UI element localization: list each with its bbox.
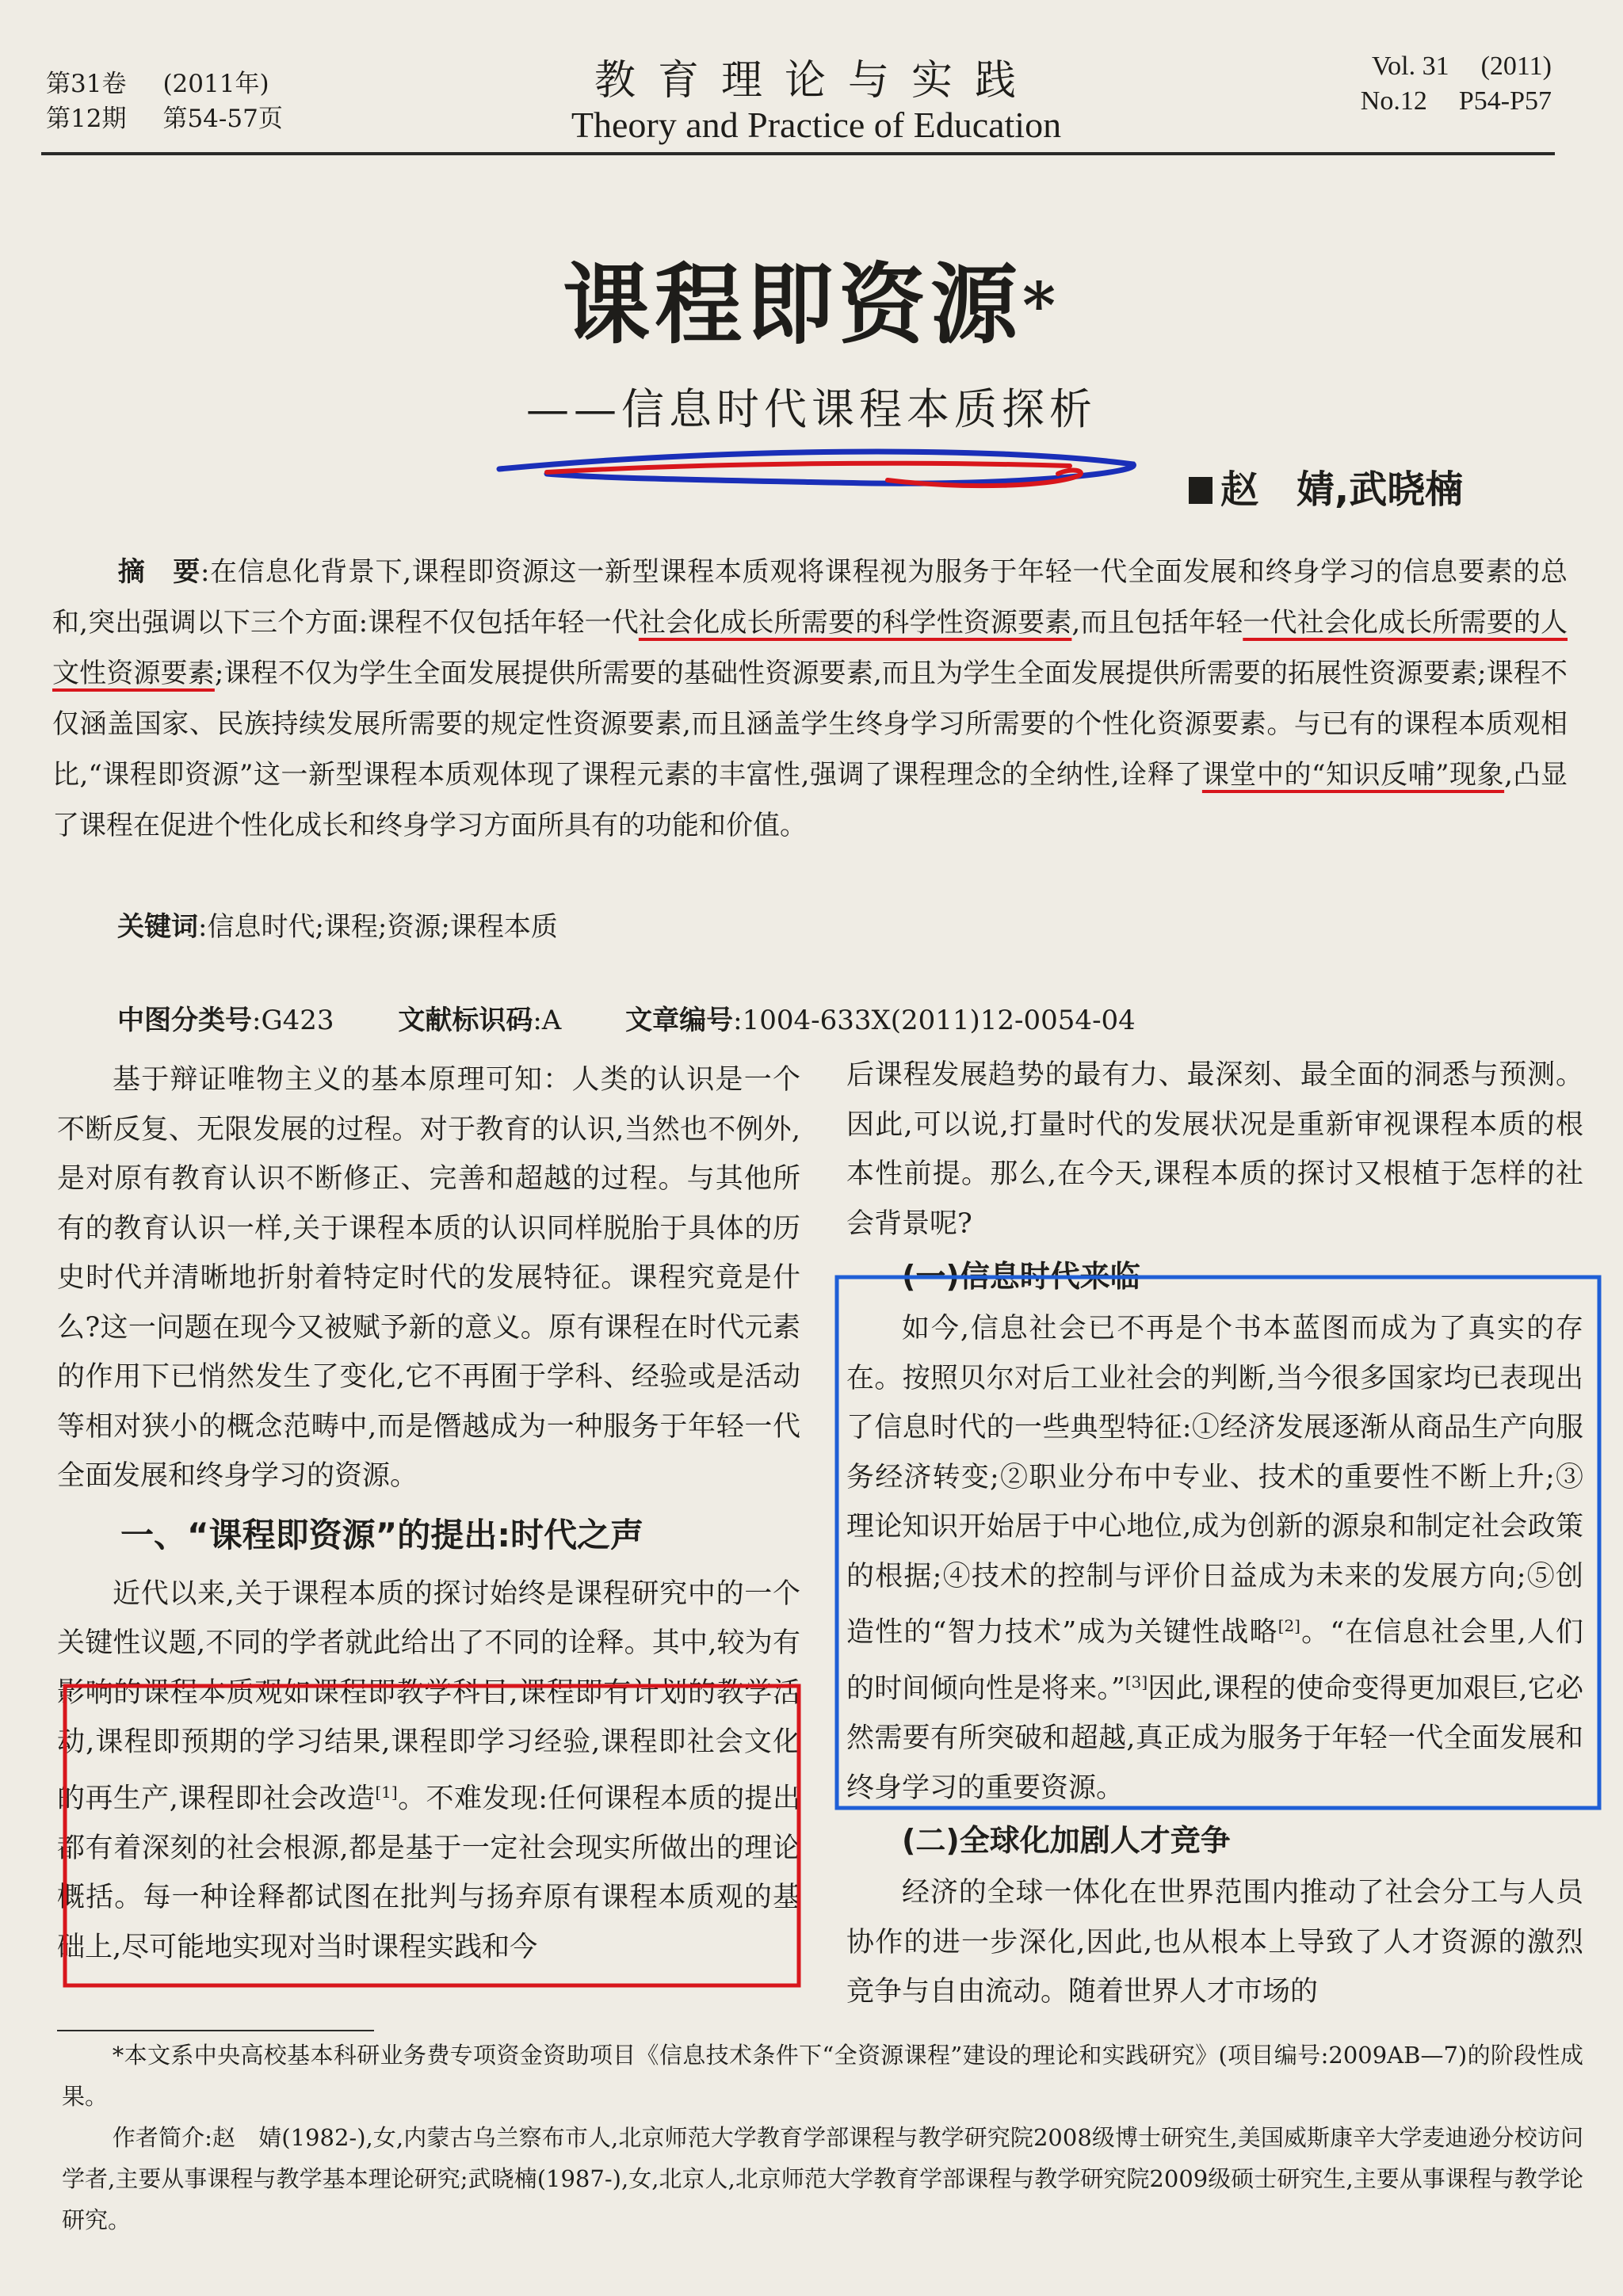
- abstract: [52, 547, 1568, 851]
- author-bio: 作者简介:赵 婧(1982-),女,内蒙古乌兰察布市人,北京师范大学教育学部课程与教学研究院2008级博士研究生,美国威斯康辛大学麦迪逊分校访问学者,主要从事课程与教学基本理论研究;武晓楠(1987-),女,北京人,北京师范大学教育学部课程与教学研究院2009级硕士研究生,主要从事课程与教学论研究。: [62, 2124, 1583, 2233]
- section-1-text-b: 。不难发现:任何课程本质的提出都有着深刻的社会根源,都是基于一定社会现实所做出的理论概括。每一种诠释都试图在批判与扬弃原有课程本质观的基础上,尽可能地实现对当时课程实践和今: [57, 1783, 800, 1963]
- doc-code-value: :A: [533, 1005, 562, 1036]
- authors: [1189, 466, 1463, 513]
- keywords-text: :信息时代;课程;资源;课程本质: [198, 911, 558, 943]
- keywords: [117, 903, 558, 951]
- issue-cn: 第12期: [46, 105, 127, 133]
- citation-1: [1]: [375, 1782, 398, 1802]
- section-1-paragraph: [57, 1569, 800, 1973]
- journal-title-cn: 教育理论与实践: [594, 57, 1038, 105]
- abstract-text-2: ,而且包括年轻: [1071, 607, 1243, 639]
- article-title-text: 课程即资源: [563, 254, 1023, 356]
- red-underline-stroke: [547, 463, 1070, 472]
- doc-code-label: 文献标识码: [398, 1005, 533, 1036]
- year-cn: (2011年): [162, 70, 269, 98]
- section-1-heading: 一、“课程即资源”的提出:时代之声: [120, 1515, 644, 1554]
- abstract-text-1: :在信息化背景下,课程即资源这一新型课程本质观将课程视为服务于年轻一代全面发展和终身学习的信息要素的总和,突出强调以下三个方面:课程不仅包括年轻一代: [52, 556, 1568, 639]
- article-title: [0, 254, 1623, 357]
- year-en: (2011): [1480, 51, 1552, 81]
- journal-title-en: Theory and Practice of Education: [571, 105, 1062, 145]
- keywords-label: 关键词: [117, 911, 198, 943]
- footnotes: [62, 2035, 1583, 2241]
- pages-en: P54-P57: [1458, 86, 1552, 116]
- abstract-label: 摘 要: [117, 556, 200, 588]
- subsection-1-text-b: 。“在信息社会里,人们的时间倾向性是将来。”: [846, 1616, 1583, 1705]
- volume-en: Vol. 31: [1371, 51, 1449, 81]
- header-rule: [41, 152, 1555, 155]
- clc-label: 中图分类号: [117, 1005, 252, 1036]
- abstract-text-4: ,凸显了课程在促进个性化成长和终身学习方面所具有的功能和价值。: [52, 759, 1568, 841]
- header-right: [1329, 49, 1552, 119]
- subsection-1-heading: (一)信息时代来临: [902, 1259, 1140, 1294]
- author-marker: [1189, 477, 1212, 504]
- abstract-text-3: ;课程不仅为学生全面发展提供所需要的基础性资源要素,而且为学生全面发展提供所需要的拓展性资源要素;课程不仅涵盖国家、民族持续发展所需要的规定性资源要素,而且涵盖学生终身学习所需要的个性化资源要素。与已有的课程本质观相比,“课程即资源”这一新型课程本质观体现了课程元素的丰富性,强调了课程理念的全纳性,诠释了: [52, 658, 1568, 791]
- classification-line: [117, 997, 1465, 1044]
- intro-paragraph: 基于辩证唯物主义的基本原理可知：人类的认识是一个不断反复、无限发展的过程。对于教育的认识,当然也不例外,是对原有教育认识不断修正、完善和超越的过程。与其他所有的教育认识一样,关于课程本质的认识同样脱胎于具体的历史时代并清晰地折射着特定时代的发展特征。课程究竟是什么?这一问题在现今又被赋予新的意义。原有课程在时代元素的作用下已悄然发生了变化,它不再囿于学科、经验或是活动等相对狭小的概念范畴中,而是僭越成为一种服务于年轻一代全面发展和终身学习的资源。: [57, 1064, 800, 1492]
- clc-value: :G423: [252, 1005, 334, 1036]
- title-footnote-mark: *: [1022, 268, 1060, 342]
- subsection-1-paragraph: [846, 1304, 1583, 1813]
- subsection-1-text-a: 如今,信息社会已不再是个书本蓝图而成为了真实的存在。按照贝尔对后工业社会的判断,当今很多国家均已表现出了信息时代的一些典型特征:①经济发展逐渐从商品生产向服务经济转变;②职业分布中专业、技术的重要性不断上升;③理论知识开始居于中心地位,成为创新的源泉和制定社会政策的根据;④技术的控制与评价日益成为未来的发展方向;⑤创造性的“智力技术”成为关键性战略: [846, 1313, 1583, 1649]
- subsection-2-heading: (二)全球化加剧人才竞争: [902, 1823, 1231, 1859]
- article-subtitle: ——信息时代课程本质探析: [526, 384, 1097, 434]
- highlight-knowledge-feedback: 课堂中的“知识反哺”现象: [1201, 759, 1505, 791]
- article-no-label: 文章编号: [625, 1005, 734, 1036]
- blue-underline-stroke: [499, 452, 1134, 483]
- left-column: [57, 1055, 800, 1972]
- funding-note: *本文系中央高校基本科研业务费专项资金资助项目《信息技术条件下“全资源课程”建设的理论和实践研究》(项目编号:2009AB—7)的阶段性成果。: [62, 2042, 1583, 2110]
- citation-3: [3]: [1125, 1672, 1148, 1692]
- section-1-text-a: 近代以来,关于课程本质的探讨始终是课程研究中的一个关键性议题,不同的学者就此给出了不同的诠释。其中,较为有影响的课程本质观如课程即教学科目,课程即有计划的教学活动,课程即预期的学习结果,课程即学习经验,课程即社会文化的再生产,课程即社会改造: [57, 1577, 800, 1815]
- journal-masthead: [475, 57, 1157, 146]
- subsection-2-paragraph: 经济的全球一体化在世界范围内推动了社会分工与人员协作的进一步深化,因此,也从根本上导致了人才资源的激烈竞争与自由流动。随着世界人才市场的: [846, 1877, 1583, 2008]
- citation-2: [2]: [1277, 1616, 1300, 1635]
- highlight-humanistic: 一代社会化成长所需要的人文性资源要素: [52, 607, 1568, 689]
- red-hook-stroke: [888, 471, 1081, 486]
- continuation-paragraph: 后课程发展趋势的最有力、最深刻、最全面的洞悉与预测。因此,可以说,打量时代的发展状况是重新审视课程本质的根本性前提。那么,在今天,课程本质的探讨又根植于怎样的社会背景呢?: [846, 1059, 1583, 1240]
- volume-cn: 第31卷: [46, 70, 127, 98]
- footnote-rule: [57, 2030, 374, 2031]
- issue-en: No.12: [1360, 86, 1427, 116]
- header-left: [46, 67, 319, 136]
- subsection-1-text-c: 因此,课程的使命变得更加艰巨,它必然需要有所突破和超越,真正成为服务于年轻一代全面发展和终身学习的重要资源。: [846, 1672, 1583, 1804]
- highlight-scientific: 社会化成长所需要的科学性资源要素: [638, 607, 1072, 639]
- pages-cn: 第54-57页: [162, 105, 283, 133]
- author-names: 赵 婧,武晓楠: [1220, 467, 1464, 512]
- right-column: [846, 1051, 1583, 2017]
- article-no-value: :1004-633X(2011)12-0054-04: [733, 1005, 1136, 1036]
